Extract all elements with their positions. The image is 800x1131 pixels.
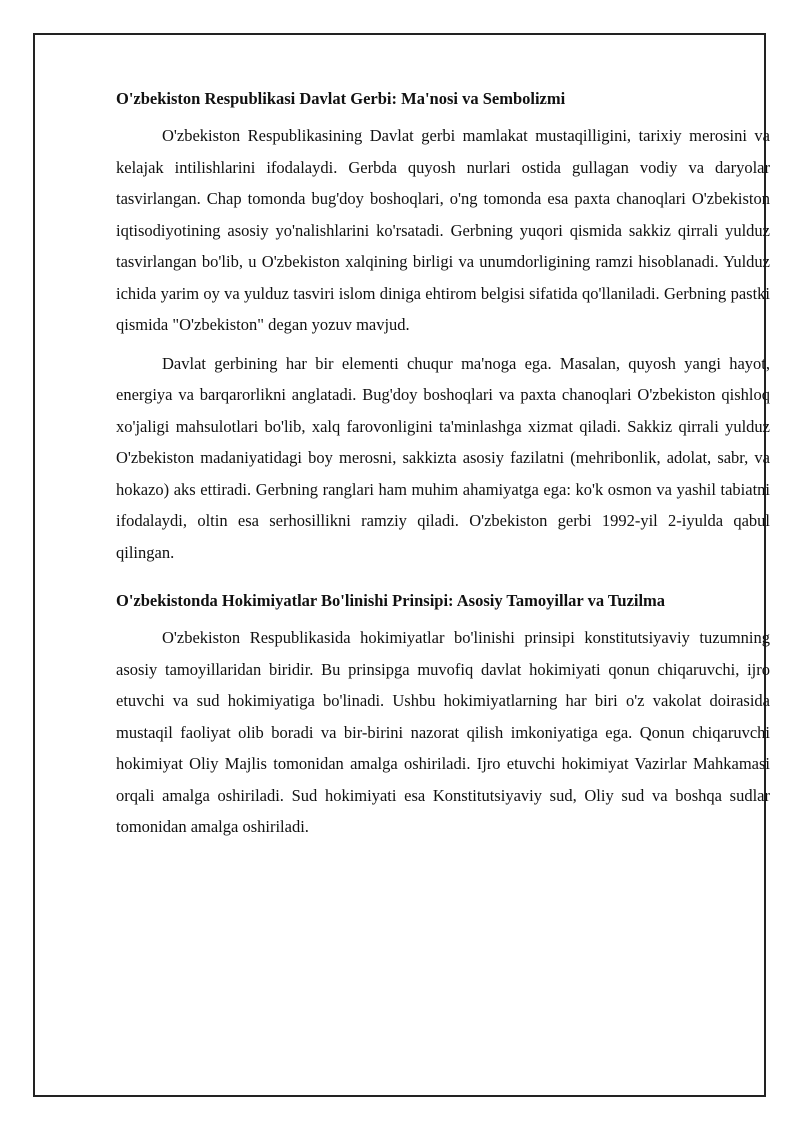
paragraph: O'zbekiston Respublikasida hokimiyatlar bo'linishi prinsipi konstitutsiyaviy tuzumning asosiy tamoyillaridan biridir. Bu prinsipga muvofiq davlat hokimiyati qonun chiqaruvchi, ijro etuvchi va sud hokimiyatiga bo'linadi. Ushbu hokimiyatlarning har biri o'z vakolat doirasida mustaqil faoliyat olib boradi va bir-birini nazorat qilish imkoniyatiga ega. Qonun chiqaruvchi hokimiyat Oliy Majlis tomonidan amalga oshiriladi. Ijro etuvchi hokimiyat Vazirlar Mahkamasi orqali amalga oshiriladi. Sud hokimiyati esa Konstitutsiyaviy sud, Oliy sud va boshqa sudlar tomonidan amalga oshiriladi. xyxy=(116,628,770,836)
paragraph: O'zbekiston Respublikasining Davlat gerbi mamlakat mustaqilligini, tarixiy merosini va kelajak intilishlarini ifodalaydi. Gerbda quyosh nurlari ostida gullagan vodiy va daryolar tasvirlangan. Chap tomonda bug'doy boshoqlari, o'ng tomonda esa paxta chanoqlari O'zbekiston iqtisodiyotining asosiy yo'nalishlarini ko'rsatadi. Gerbning yuqori qismida sakkiz qirrali yulduz tasvirlangan bo'lib, u O'zbekiston xalqining birligi va unumdorligining ramzi hisoblanadi. Yulduz ichida yarim oy va yulduz tasviri islom diniga ehtirom belgisi sifatida qo'llaniladi. Gerbning pastki qismida "O'zbekiston" degan yozuv mavjud. xyxy=(116,126,770,334)
section-heading-separation-of-powers: O'zbekistonda Hokimiyatlar Bo'linishi Prinsipi: Asosiy Tamoyillar va Tuzilma xyxy=(116,591,666,610)
section-heading-coat-of-arms: O'zbekiston Respublikasi Davlat Gerbi: Ma'nosi va Sembolizmi xyxy=(116,89,566,108)
paragraph: Davlat gerbining har bir elementi chuqur ma'noga ega. Masalan, quyosh yangi hayot, energiya va barqarorlikni anglatadi. Bug'doy boshoqlari va paxta chanoqlari O'zbekiston qishloq xo'jaligi mahsulotlari bo'lib, xalq farovonligini ta'minlashga xizmat qiladi. Sakkiz qirrali yulduz O'zbekiston madaniyatidagi boy merosni, sakkizta asosiy fazilatni (mehribonlik, adolat, sabr, va hokazo) aks ettiradi. Gerbning ranglari ham muhim ahamiyatga ega: ko'k osmon va yashil tabiatni ifodalaydi, oltin esa serhosillikni ramziy qiladi. O'zbekiston gerbi 1992-yil 2-iyulda qabul qilingan. xyxy=(116,353,770,562)
document-body xyxy=(116,88,770,850)
